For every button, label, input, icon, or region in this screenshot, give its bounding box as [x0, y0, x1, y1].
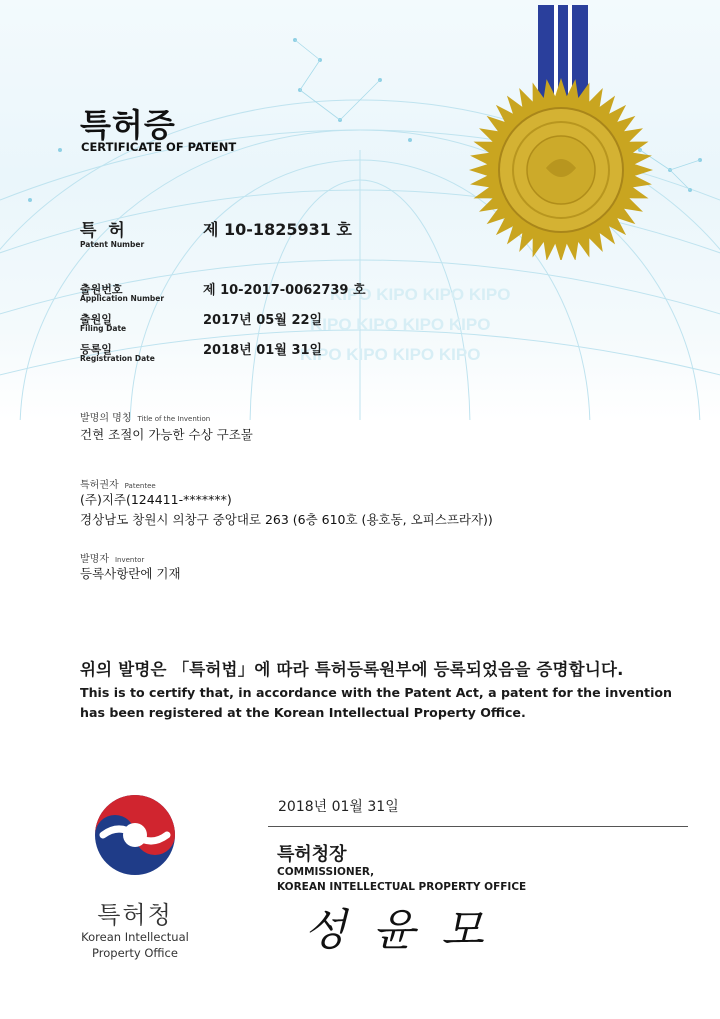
- office-name-korean: 특허청: [97, 901, 173, 929]
- office-name-english-line-2: Property Office: [92, 946, 178, 960]
- kipo-watermark-row-2: KIPO KIPO KIPO KIPO: [310, 315, 491, 334]
- filing-date-label-ko: 출원일: [80, 313, 112, 326]
- patentee-label-ko: 특허권자: [80, 480, 119, 491]
- patent-number-label-en: Patent Number: [80, 240, 145, 249]
- kipo-taegeuk-logo-icon: [93, 793, 177, 877]
- certificate-title-english: CERTIFICATE OF PATENT: [81, 140, 237, 154]
- invention-title-value: 건현 조절이 가능한 수상 구조물: [80, 427, 253, 442]
- certification-statement-english-line-1: This is to certify that, in accordance with the Patent Act, a patent for the invention: [80, 685, 673, 700]
- invention-title-section-label: [80, 406, 210, 425]
- patent-number-label-ko: 특 허: [80, 221, 128, 241]
- commissioner-title-english-line-1: COMMISSIONER,: [277, 866, 375, 878]
- application-number-label-ko: 출원번호: [80, 283, 123, 296]
- patent-number-value: 제 10-1825931 호: [203, 220, 352, 239]
- registration-date-label-en: Registration Date: [80, 354, 155, 363]
- commissioner-title-korean: 특허청장: [277, 844, 347, 865]
- application-number-value: 제 10-2017-0062739 호: [203, 283, 366, 298]
- signature-text: 성 윤 모: [304, 905, 490, 956]
- certification-statement-korean: 위의 발명은 「특허법」에 따라 특허등록원부에 등록되었음을 증명합니다.: [80, 660, 624, 679]
- issue-date: 2018년 01월 31일: [278, 799, 399, 815]
- certification-statement-english-line-2: has been registered at the Korean Intellectual Property Office.: [80, 705, 526, 720]
- inventor-value: 등록사항란에 기재: [80, 566, 181, 581]
- gold-seal-with-ribbon: [468, 0, 658, 260]
- invention-title-label-en: Title of the Invention: [137, 415, 211, 423]
- commissioner-signature: [300, 893, 490, 959]
- patentee-label-en: Patentee: [124, 482, 156, 490]
- registration-date-label-ko: 등록일: [80, 343, 112, 356]
- application-number-label-en: Application Number: [80, 294, 165, 303]
- invention-title-label-ko: 발명의 명칭: [80, 413, 132, 424]
- patentee-name: (주)지주(124411-*******): [80, 492, 232, 507]
- filing-date-value: 2017년 05월 22일: [203, 313, 323, 328]
- registration-date-value: 2018년 01월 31일: [203, 343, 323, 358]
- kipo-watermark-row-1: KIPO KIPO KIPO KIPO: [330, 285, 511, 304]
- commissioner-title-english-line-2: KOREAN INTELLECTUAL PROPERTY OFFICE: [277, 881, 527, 893]
- office-name-english-line-1: Korean Intellectual: [81, 930, 189, 944]
- patentee-address: 경상남도 창원시 의창구 중앙대로 263 (6층 610호 (용호동, 오피스프라자)): [80, 512, 493, 527]
- certificate-title-korean: 특허증: [80, 106, 176, 144]
- inventor-label-ko: 발명자: [80, 554, 109, 565]
- signature-divider: [268, 826, 688, 827]
- kipo-watermark-row-3: KIPO KIPO KIPO KIPO: [300, 345, 481, 364]
- inventor-label-en: Inventor: [114, 556, 145, 564]
- filing-date-label-en: Filing Date: [80, 324, 127, 333]
